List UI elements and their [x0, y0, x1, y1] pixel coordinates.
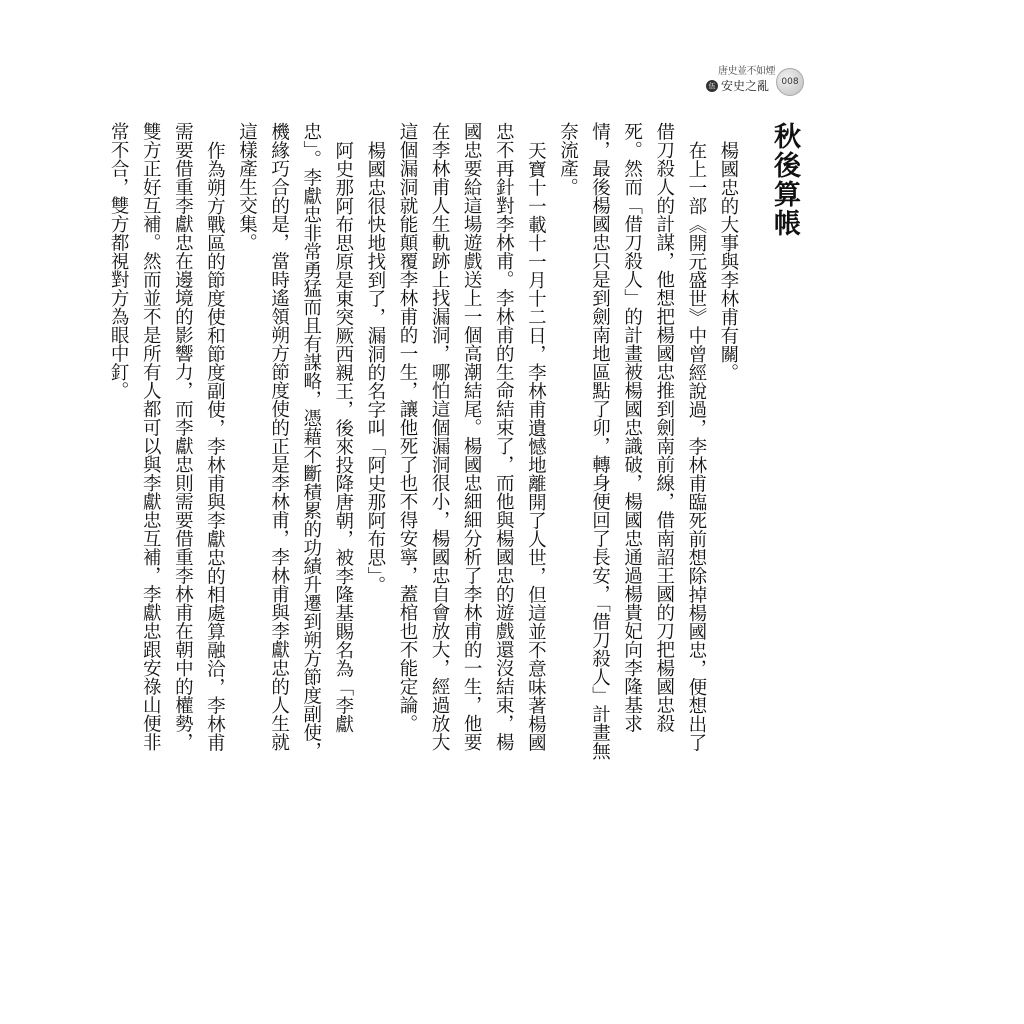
paragraph: 楊國忠的大事與李林甫有關。: [717, 140, 739, 381]
paragraph: 天寶十一載十一月十二日，李林甫遺憾地離開了人世，但這並不意味著楊國忠不再針對李林甫。李林甫的生命結束了，而他與楊國忠的遊戲還沒結束，楊國忠要給這場遊戲送上一個高潮結尾。楊國忠細細分析了李林甫的一生，他要在李林甫人生軌跡上找漏洞，哪怕這個漏洞很小，楊國忠自會放大，經過放大這個漏洞就能顛覆李林甫的一生，讓他死了也不得安寧，蓋棺也不能定論。: [396, 122, 547, 751]
volume-number-badge: 伍: [706, 80, 718, 92]
volume-subtitle: 安史之亂: [721, 79, 770, 93]
page-number: 008: [776, 68, 804, 96]
chapter-title: 秋後算帳: [769, 122, 800, 238]
paragraph: 楊國忠很快地找到了，漏洞的名字叫「阿史那阿布思」。: [364, 140, 386, 594]
vertical-text-body: [108, 122, 800, 762]
paragraph: 阿史那阿布思原是東突厥西親王，後來投降唐朝，被李隆基賜名為「李獻忠」。李獻忠非常勇猛而且有謀略，憑藉不斷積累的功績升遷到朔方節度副使，機緣巧合的是，當時遙領朔方節度使的正是李林甫，李林甫與李獻忠的人生就這樣產生交集。: [236, 122, 354, 761]
running-header: [706, 62, 802, 98]
paragraph: 作為朔方戰區的節度使和節度副使，李林甫與李獻忠的相處算融洽，李林甫需要借重李獻忠在邊境的影響力，而李獻忠則需要借重李林甫在朝中的權勢，雙方正好互補。然而並不是所有人都可以與李獻忠互補，李獻忠跟安祿山便非常不合，雙方都視對方為眼中釘。: [108, 122, 226, 751]
paragraph: 在上一部《開元盛世》中曾經說過，李林甫臨死前想除掉楊國忠，便想出了借刀殺人的計謀，他想把楊國忠推到劍南前線，借南詔王國的刀把楊國忠殺死。然而「借刀殺人」的計畫被楊國忠識破，楊國忠通過楊貴妃向李隆基求情，最後楊國忠只是到劍南地區點了卯，轉身便回了長安，「借刀殺人」計畫無奈流產。: [557, 122, 707, 761]
volume-subtitle-row: [706, 77, 769, 94]
series-title: 唐史並不如煙: [718, 66, 775, 77]
